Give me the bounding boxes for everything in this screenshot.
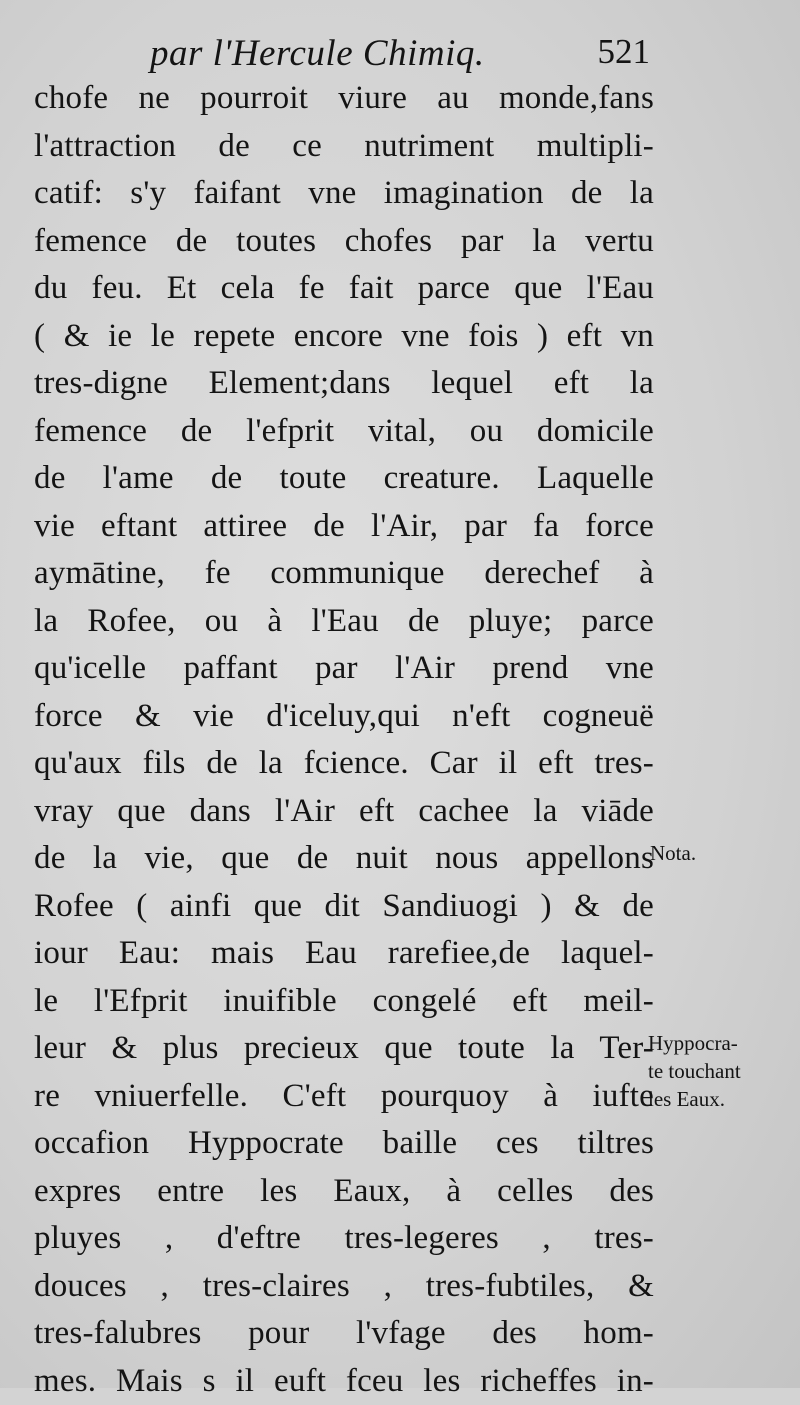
text-line: le l'Efprit inuifible congelé eft meil- (34, 978, 654, 1026)
text-line: de l'ame de toute creature. Laquelle (34, 455, 654, 503)
text-line: Rofee ( ainfi que dit Sandiuogi ) & de (34, 883, 654, 931)
text-line: leur & plus precieux que toute la Ter- (34, 1025, 654, 1073)
text-line: l'attraction de ce nutriment multipli- (34, 123, 654, 171)
text-line: ( & ie le repete encore vne fois ) eft vn (34, 313, 654, 361)
margin-note-nota: Nota. (650, 840, 696, 866)
text-line: chofe ne pourroit viure au monde,fans (34, 75, 654, 123)
text-line: femence de l'efprit vital, ou domicile (34, 408, 654, 456)
text-line: force & vie d'iceluy,qui n'eft cogneuë (34, 693, 654, 741)
text-line: douces , tres-claires , tres-fubtiles, & (34, 1263, 654, 1311)
text-line: de la vie, que de nuit nous appellons (34, 835, 654, 883)
text-line: qu'icelle paffant par l'Air prend vne (34, 645, 654, 693)
text-line: occafion Hyppocrate baille ces tiltres (34, 1120, 654, 1168)
text-line: iour Eau: mais Eau rarefiee,de laquel- (34, 930, 654, 978)
text-line: expres entre les Eaux, à celles des (34, 1168, 654, 1216)
page-number: 521 (598, 32, 651, 72)
text-line: tres-falubres pour l'vfage des hom- (34, 1310, 654, 1358)
margin-note-hyppocrate-line-1: Hyppocra- (648, 1030, 738, 1056)
text-line: femence de toutes chofes par la vertu (34, 218, 654, 266)
text-line: aymātine, fe communique derechef à (34, 550, 654, 598)
page-header (150, 24, 650, 80)
text-line: re vniuerfelle. C'eft pourquoy à iufte (34, 1073, 654, 1121)
text-line: qu'aux fils de la fcience. Car il eft tres- (34, 740, 654, 788)
text-line: vie eftant attiree de l'Air, par fa force (34, 503, 654, 551)
text-line: catif: s'y faifant vne imagination de la (34, 170, 654, 218)
text-line: pluyes , d'eftre tres-legeres , tres- (34, 1215, 654, 1263)
running-title: par l'Hercule Chimiq. (150, 32, 485, 75)
text-line: mes. Mais s il euft fceu les richeffes in- (34, 1358, 654, 1405)
text-line: tres-digne Element;dans lequel eft la (34, 360, 654, 408)
text-line: du feu. Et cela fe fait parce que l'Eau (34, 265, 654, 313)
margin-note-hyppocrate-line-2: te touchant (648, 1058, 741, 1084)
text-line: la Rofee, ou à l'Eau de pluye; parce (34, 598, 654, 646)
margin-note-hyppocrate-line-3: les Eaux. (648, 1086, 725, 1112)
body-text (34, 75, 654, 1405)
text-line: vray que dans l'Air eft cachee la viāde (34, 788, 654, 836)
